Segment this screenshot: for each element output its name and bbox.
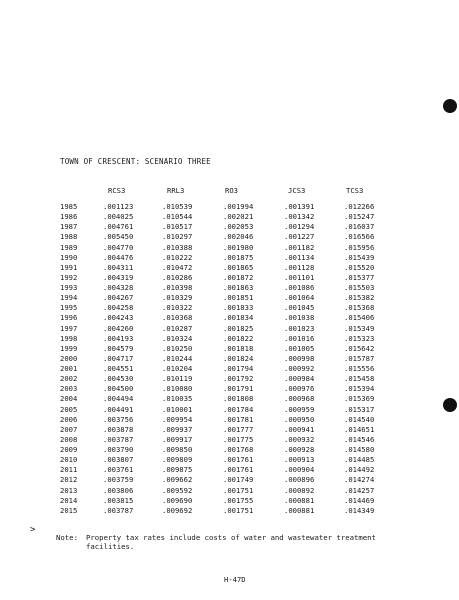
punch-hole-dot-top [443, 99, 457, 113]
table-row [60, 445, 395, 455]
rate-cell: .004025 [103, 212, 134, 222]
rate-cell: .004579 [103, 343, 134, 353]
rate-cell: .010472 [162, 262, 193, 272]
rate-cell: .009809 [162, 455, 193, 465]
table-row [60, 202, 395, 212]
rate-cell: .001128 [284, 262, 315, 272]
rate-cell: .010035 [162, 394, 193, 404]
row-year-cell: 1987 [60, 222, 78, 232]
rate-cell: .014492 [344, 465, 375, 475]
rate-cell: .002021 [223, 212, 254, 222]
table-row [60, 303, 395, 313]
rate-cell: .001825 [223, 323, 254, 333]
table-header-row [60, 186, 395, 202]
rate-cell: .001227 [284, 232, 315, 242]
rate-cell: .015520 [344, 262, 375, 272]
table-row [60, 344, 395, 354]
rate-cell: .001761 [223, 455, 254, 465]
rate-cell: .001833 [223, 303, 254, 313]
margin-mark: > [30, 525, 36, 535]
rate-cell: .004476 [103, 252, 134, 262]
rate-cell: .001749 [223, 475, 254, 485]
table-row [60, 475, 395, 485]
rate-cell: .001123 [103, 202, 134, 211]
rate-cell: .004770 [103, 242, 134, 252]
page-number: H-47D [224, 575, 246, 584]
rate-cell: .009692 [162, 505, 193, 515]
rate-cell: .015377 [344, 272, 375, 282]
rate-cell: .000941 [284, 424, 315, 434]
row-year-cell: 1994 [60, 293, 78, 303]
rate-cell: .001005 [284, 343, 315, 353]
rate-cell: .009592 [162, 485, 193, 495]
rate-cell: .003787 [103, 505, 134, 515]
rate-cell: .001808 [223, 394, 254, 404]
rate-cell: .010544 [162, 212, 193, 222]
rate-cell: .015556 [344, 364, 375, 373]
rate-cell: .002046 [223, 232, 254, 242]
table-row [60, 324, 395, 334]
rate-cell: .001016 [284, 333, 315, 343]
rate-cell: .003759 [103, 475, 134, 485]
row-year-cell: 2015 [60, 505, 78, 515]
rate-cell: .015394 [344, 384, 375, 394]
table-row [60, 405, 395, 415]
rate-cell: .003815 [103, 495, 134, 505]
row-year-cell: 2013 [60, 485, 78, 495]
rate-cell: .000968 [284, 394, 315, 404]
table-row [60, 394, 395, 404]
rate-cell: .009850 [162, 445, 193, 454]
rate-cell: .001182 [284, 242, 315, 252]
table-row [60, 313, 395, 323]
rate-cell: .001391 [284, 202, 315, 211]
row-year-cell: 2014 [60, 495, 78, 505]
rate-cell: .001751 [223, 485, 254, 495]
rate-cell: .015368 [344, 303, 375, 313]
rate-cell: .003761 [103, 465, 134, 475]
rate-cell: .001851 [223, 293, 254, 303]
rate-cell: .010329 [162, 293, 193, 303]
row-year-cell: 1992 [60, 272, 78, 282]
rate-cell: .001768 [223, 445, 254, 454]
rate-cell: .010287 [162, 323, 193, 333]
rate-cell: .014485 [344, 455, 375, 465]
rate-cell: .014540 [344, 414, 375, 424]
rate-cell: .003790 [103, 445, 134, 454]
rate-cell: .010250 [162, 343, 193, 353]
rate-cell: .004551 [103, 364, 134, 373]
rate-cell: .004494 [103, 394, 134, 404]
table-row [60, 253, 395, 263]
rate-cell: .001064 [284, 293, 315, 303]
rate-cell: .000904 [284, 465, 315, 475]
rate-cell: .010204 [162, 364, 193, 373]
row-year-cell: 2005 [60, 404, 78, 414]
table-row [60, 506, 395, 516]
rate-cell: .010539 [162, 202, 193, 211]
row-year-cell: 2006 [60, 414, 78, 424]
rate-cell: .010222 [162, 252, 193, 262]
row-year-cell: 2004 [60, 394, 78, 404]
table-row [60, 496, 395, 506]
rate-cell: .004193 [103, 333, 134, 343]
rate-cell: .001781 [223, 414, 254, 424]
rate-cell: .001863 [223, 283, 254, 292]
table-row [60, 486, 395, 496]
rate-cell: .005450 [103, 232, 134, 242]
rate-cell: .009917 [162, 434, 193, 444]
row-year-cell: 1990 [60, 252, 78, 262]
rate-cell: .010080 [162, 384, 193, 394]
rate-cell: .010119 [162, 374, 193, 384]
rate-cell: .010322 [162, 303, 193, 313]
table-row [60, 212, 395, 222]
rate-cell: .001872 [223, 272, 254, 282]
rate-cell: .001791 [223, 384, 254, 394]
row-year-cell: 2001 [60, 364, 78, 373]
row-year-cell: 2003 [60, 384, 78, 394]
rate-cell: .001865 [223, 262, 254, 272]
row-year-cell: 1997 [60, 323, 78, 333]
rate-cell: .009662 [162, 475, 193, 485]
rate-cell: .010368 [162, 313, 193, 323]
rate-cell: .004328 [103, 283, 134, 292]
rate-cell: .004319 [103, 272, 134, 282]
row-year-cell: 1999 [60, 343, 78, 353]
rate-cell: .001751 [223, 505, 254, 515]
rate-cell: .004258 [103, 303, 134, 313]
rate-cell: .001994 [223, 202, 254, 211]
rate-cell: .010244 [162, 353, 193, 363]
rate-cell: .001342 [284, 212, 315, 222]
rate-cell: .010286 [162, 272, 193, 282]
rate-cell: .001045 [284, 303, 315, 313]
table-row [60, 293, 395, 303]
rate-cell: .001875 [223, 252, 254, 262]
rate-cell: .001818 [223, 343, 254, 353]
rate-cell: .001784 [223, 404, 254, 414]
rate-cell: .000976 [284, 384, 315, 394]
column-header-jcs3: JCS3 [288, 186, 306, 195]
note-text: Property tax rates include costs of water and wastewater treatment facilities. [86, 533, 376, 551]
rate-cell: .004260 [103, 323, 134, 333]
column-header-rrl3: RRL3 [167, 186, 185, 195]
rate-cell: .000928 [284, 445, 315, 454]
table-body [60, 202, 395, 516]
document-title: TOWN OF CRESCENT: SCENARIO THREE [60, 157, 211, 166]
row-year-cell: 1988 [60, 232, 78, 242]
rate-cell: .009875 [162, 465, 193, 475]
rate-cell: .001794 [223, 364, 254, 373]
row-year-cell: 2002 [60, 374, 78, 384]
rate-cell: .010517 [162, 222, 193, 232]
row-year-cell: 2011 [60, 465, 78, 475]
row-year-cell: 2008 [60, 434, 78, 444]
row-year-cell: 1996 [60, 313, 78, 323]
rate-cell: .015642 [344, 343, 375, 353]
table-row [60, 384, 395, 394]
rate-cell: .009690 [162, 495, 193, 505]
rate-cell: .015439 [344, 252, 375, 262]
rate-cell: .000881 [284, 495, 315, 505]
rate-cell: .010324 [162, 333, 193, 343]
rate-cell: .004500 [103, 384, 134, 394]
rate-cell: .001101 [284, 272, 315, 282]
rate-cell: .015247 [344, 212, 375, 222]
row-year-cell: 2012 [60, 475, 78, 485]
row-year-cell: 2010 [60, 455, 78, 465]
rate-cell: .001777 [223, 424, 254, 434]
table-row [60, 283, 395, 293]
rate-cell: .000892 [284, 485, 315, 495]
table-row [60, 263, 395, 273]
rate-cell: .010297 [162, 232, 193, 242]
rate-cell: .001792 [223, 374, 254, 384]
rate-cell: .001023 [284, 323, 315, 333]
rate-cell: .000896 [284, 475, 315, 485]
table-row [60, 364, 395, 374]
rate-cell: .000998 [284, 353, 315, 363]
rate-cell: .015323 [344, 333, 375, 343]
column-header-rcs3: RCS3 [108, 186, 126, 195]
rate-cell: .014274 [344, 475, 375, 485]
rate-cell: .000932 [284, 434, 315, 444]
rate-cell: .010388 [162, 242, 193, 252]
rate-cell: .001822 [223, 333, 254, 343]
rate-cell: .000881 [284, 505, 315, 515]
rate-cell: .012266 [344, 202, 375, 211]
rate-cell: .010398 [162, 283, 193, 292]
rate-cell: .001755 [223, 495, 254, 505]
rate-cell: .002053 [223, 222, 254, 232]
row-year-cell: 1989 [60, 242, 78, 252]
rate-cell: .015382 [344, 293, 375, 303]
row-year-cell: 1998 [60, 333, 78, 343]
table-row [60, 222, 395, 232]
rate-cell: .004717 [103, 353, 134, 363]
column-header-ro3: RO3 [225, 186, 238, 195]
row-year-cell: 2009 [60, 445, 78, 454]
row-year-cell: 2007 [60, 424, 78, 434]
table-row [60, 465, 395, 475]
rate-cell: .014546 [344, 434, 375, 444]
rate-cell: .001086 [284, 283, 315, 292]
rate-cell: .004243 [103, 313, 134, 323]
table-row [60, 415, 395, 425]
rate-cell: .015317 [344, 404, 375, 414]
rate-cell: .003807 [103, 455, 134, 465]
rate-cell: .001134 [284, 252, 315, 262]
rate-cell: .015458 [344, 374, 375, 384]
rate-cell: .010001 [162, 404, 193, 414]
table-row [60, 232, 395, 242]
rate-cell: .014349 [344, 505, 375, 515]
rate-cell: .014469 [344, 495, 375, 505]
row-year-cell: 1991 [60, 262, 78, 272]
rate-cell: .016566 [344, 232, 375, 242]
rate-cell: .000984 [284, 374, 315, 384]
table-row [60, 354, 395, 364]
row-year-cell: 1995 [60, 303, 78, 313]
rate-cell: .000950 [284, 414, 315, 424]
rate-cell: .015406 [344, 313, 375, 323]
table-row [60, 435, 395, 445]
rate-cell: .003756 [103, 414, 134, 424]
row-year-cell: 2000 [60, 353, 78, 363]
row-year-cell: 1986 [60, 212, 78, 222]
punch-hole-dot-bottom [443, 398, 457, 412]
rate-cell: .001038 [284, 313, 315, 323]
rate-cell: .004530 [103, 374, 134, 384]
rate-cell: .015956 [344, 242, 375, 252]
rate-cell: .001834 [223, 313, 254, 323]
table-row [60, 455, 395, 465]
tax-rate-table [60, 186, 395, 516]
rate-cell: .014257 [344, 485, 375, 495]
rate-cell: .003787 [103, 434, 134, 444]
rate-cell: .015349 [344, 323, 375, 333]
table-row [60, 334, 395, 344]
table-row [60, 243, 395, 253]
rate-cell: .004761 [103, 222, 134, 232]
rate-cell: .014580 [344, 445, 375, 454]
column-header-tcs3: TCS3 [346, 186, 364, 195]
rate-cell: .014651 [344, 424, 375, 434]
table-row [60, 374, 395, 384]
note-label: Note: [56, 533, 78, 542]
rate-cell: .001294 [284, 222, 315, 232]
rate-cell: .001980 [223, 242, 254, 252]
rate-cell: .000992 [284, 364, 315, 373]
rate-cell: .016037 [344, 222, 375, 232]
rate-cell: .001775 [223, 434, 254, 444]
rate-cell: .004491 [103, 404, 134, 414]
rate-cell: .001824 [223, 353, 254, 363]
rate-cell: .003806 [103, 485, 134, 495]
rate-cell: .003878 [103, 424, 134, 434]
rate-cell: .004311 [103, 262, 134, 272]
rate-cell: .015369 [344, 394, 375, 404]
rate-cell: .015503 [344, 283, 375, 292]
rate-cell: .004267 [103, 293, 134, 303]
rate-cell: .009937 [162, 424, 193, 434]
rate-cell: .015787 [344, 353, 375, 363]
rate-cell: .009954 [162, 414, 193, 424]
row-year-cell: 1985 [60, 202, 78, 211]
rate-cell: .001761 [223, 465, 254, 475]
rate-cell: .000913 [284, 455, 315, 465]
rate-cell: .000959 [284, 404, 315, 414]
table-row [60, 273, 395, 283]
table-row [60, 425, 395, 435]
row-year-cell: 1993 [60, 283, 78, 292]
